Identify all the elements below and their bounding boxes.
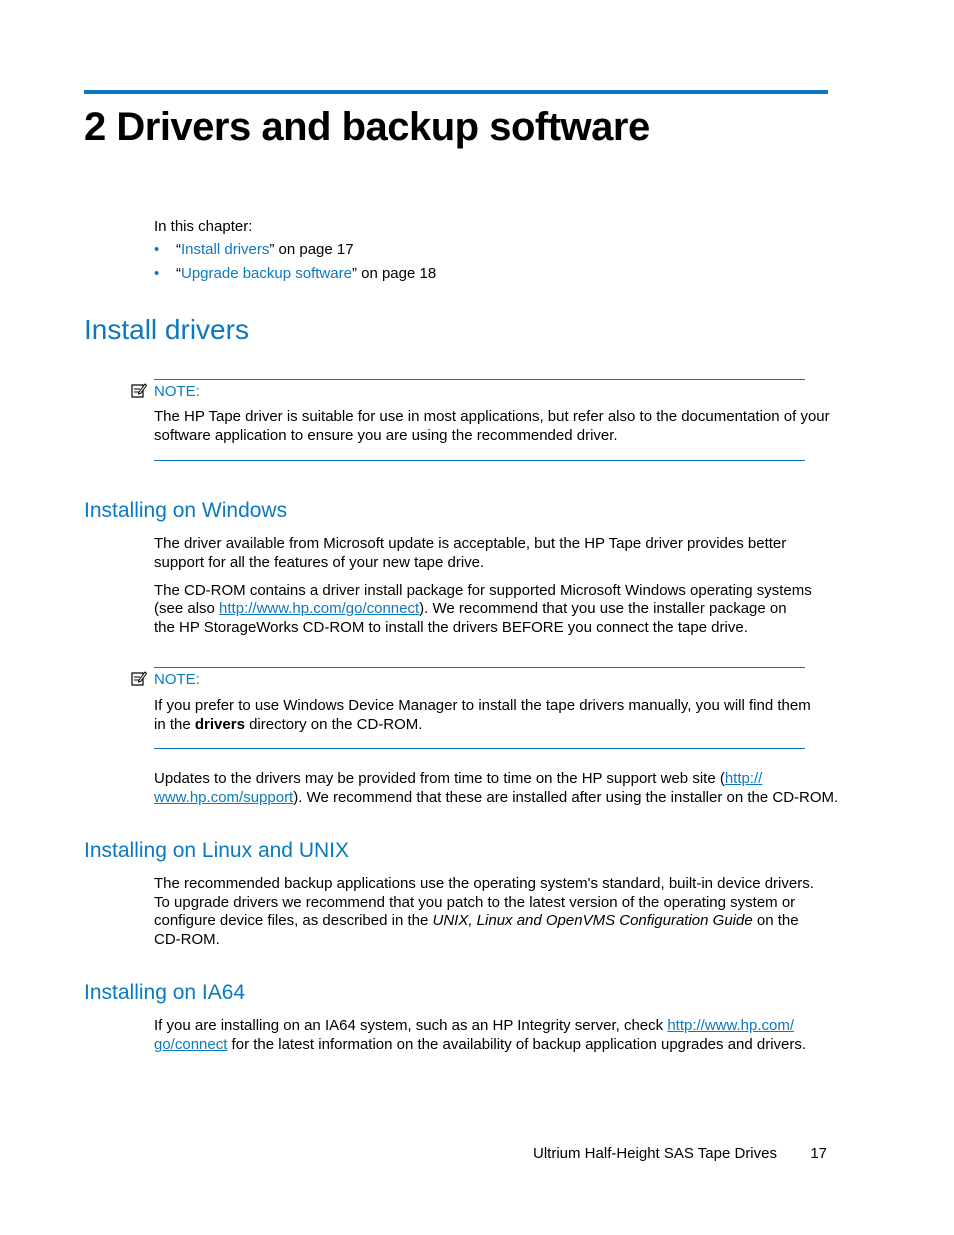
bullet-icon: • <box>154 241 160 258</box>
paragraph-line: The recommended backup applications use the operating system's standard, built-in device drivers. <box>154 875 814 892</box>
link-hp-go-connect[interactable]: go/connect <box>154 1036 228 1053</box>
note-text: in the drivers directory on the CD-ROM. <box>154 716 423 733</box>
chapter-top-rule <box>84 90 828 94</box>
paragraph-line: configure device files, as described in the UNIX, Linux and OpenVMS Configuration Guide on the <box>154 912 799 929</box>
bullet-icon: • <box>154 265 160 282</box>
footer-product-name: Ultrium Half-Height SAS Tape Drives <box>533 1145 777 1162</box>
note-top-rule <box>154 379 805 380</box>
chapter-title: 2 Drivers and backup software <box>84 105 650 149</box>
paragraph-line: To upgrade drivers we recommend that you patch to the latest version of the operating system or <box>154 894 796 911</box>
subsection-heading-windows: Installing on Windows <box>84 499 288 522</box>
note-top-rule <box>154 667 805 668</box>
note-label: NOTE: <box>154 383 200 400</box>
paragraph-line: The driver available from Microsoft update is acceptable, but the HP Tape driver provides better <box>154 535 787 552</box>
note-label: NOTE: <box>154 671 200 688</box>
subsection-heading-linux: Installing on Linux and UNIX <box>84 839 349 862</box>
link-hp-support[interactable]: www.hp.com/support <box>154 789 294 806</box>
toc-item: • “Install drivers” on page 17 <box>154 241 354 258</box>
paragraph-line: support for all the features of your new tape drive. <box>154 554 485 571</box>
link-hp-support[interactable]: http:// <box>724 770 763 787</box>
note-pencil-icon <box>131 670 147 686</box>
note-bottom-rule <box>154 460 805 461</box>
note-text: The HP Tape driver is suitable for use in most applications, but refer also to the documentation of your <box>154 408 830 425</box>
paragraph-line: (see also http://www.hp.com/go/connect). We recommend that you use the installer package on <box>154 600 787 617</box>
paragraph-line: If you are installing on an IA64 system, such as an HP Integrity server, check http://www.hp.com/ <box>154 1017 795 1034</box>
toc-link-install-drivers[interactable]: Install drivers <box>181 241 270 258</box>
note-text: If you prefer to use Windows Device Manager to install the tape drivers manually, you will find them <box>154 697 811 714</box>
paragraph-line: The CD-ROM contains a driver install package for supported Microsoft Windows operating systems <box>154 582 812 599</box>
chapter-intro: In this chapter: <box>154 218 253 235</box>
paragraph-line: www.hp.com/support). We recommend that these are installed after using the installer on the CD-ROM. <box>154 789 839 806</box>
note-text: software application to ensure you are using the recommended driver. <box>154 427 618 444</box>
section-heading-install-drivers: Install drivers <box>84 314 249 345</box>
paragraph-line: CD-ROM. <box>154 931 220 948</box>
note-pencil-icon <box>131 382 147 398</box>
toc-item: • “Upgrade backup software” on page 18 <box>154 265 437 282</box>
toc-link-upgrade-backup-software[interactable]: Upgrade backup software <box>181 265 352 282</box>
subsection-heading-ia64: Installing on IA64 <box>84 981 246 1004</box>
footer-page-number: 17 <box>810 1145 827 1162</box>
note-bottom-rule <box>154 748 805 749</box>
paragraph-line: the HP StorageWorks CD-ROM to install the drivers BEFORE you connect the tape drive. <box>154 619 748 636</box>
link-hp-go-connect[interactable]: http://www.hp.com/ <box>667 1017 795 1034</box>
link-hp-go-connect[interactable]: http://www.hp.com/go/connect <box>219 600 420 617</box>
paragraph-line: go/connect for the latest information on the availability of backup application upgrades and drivers. <box>154 1036 807 1053</box>
paragraph-line: Updates to the drivers may be provided from time to time on the HP support web site (http:// <box>154 770 763 787</box>
